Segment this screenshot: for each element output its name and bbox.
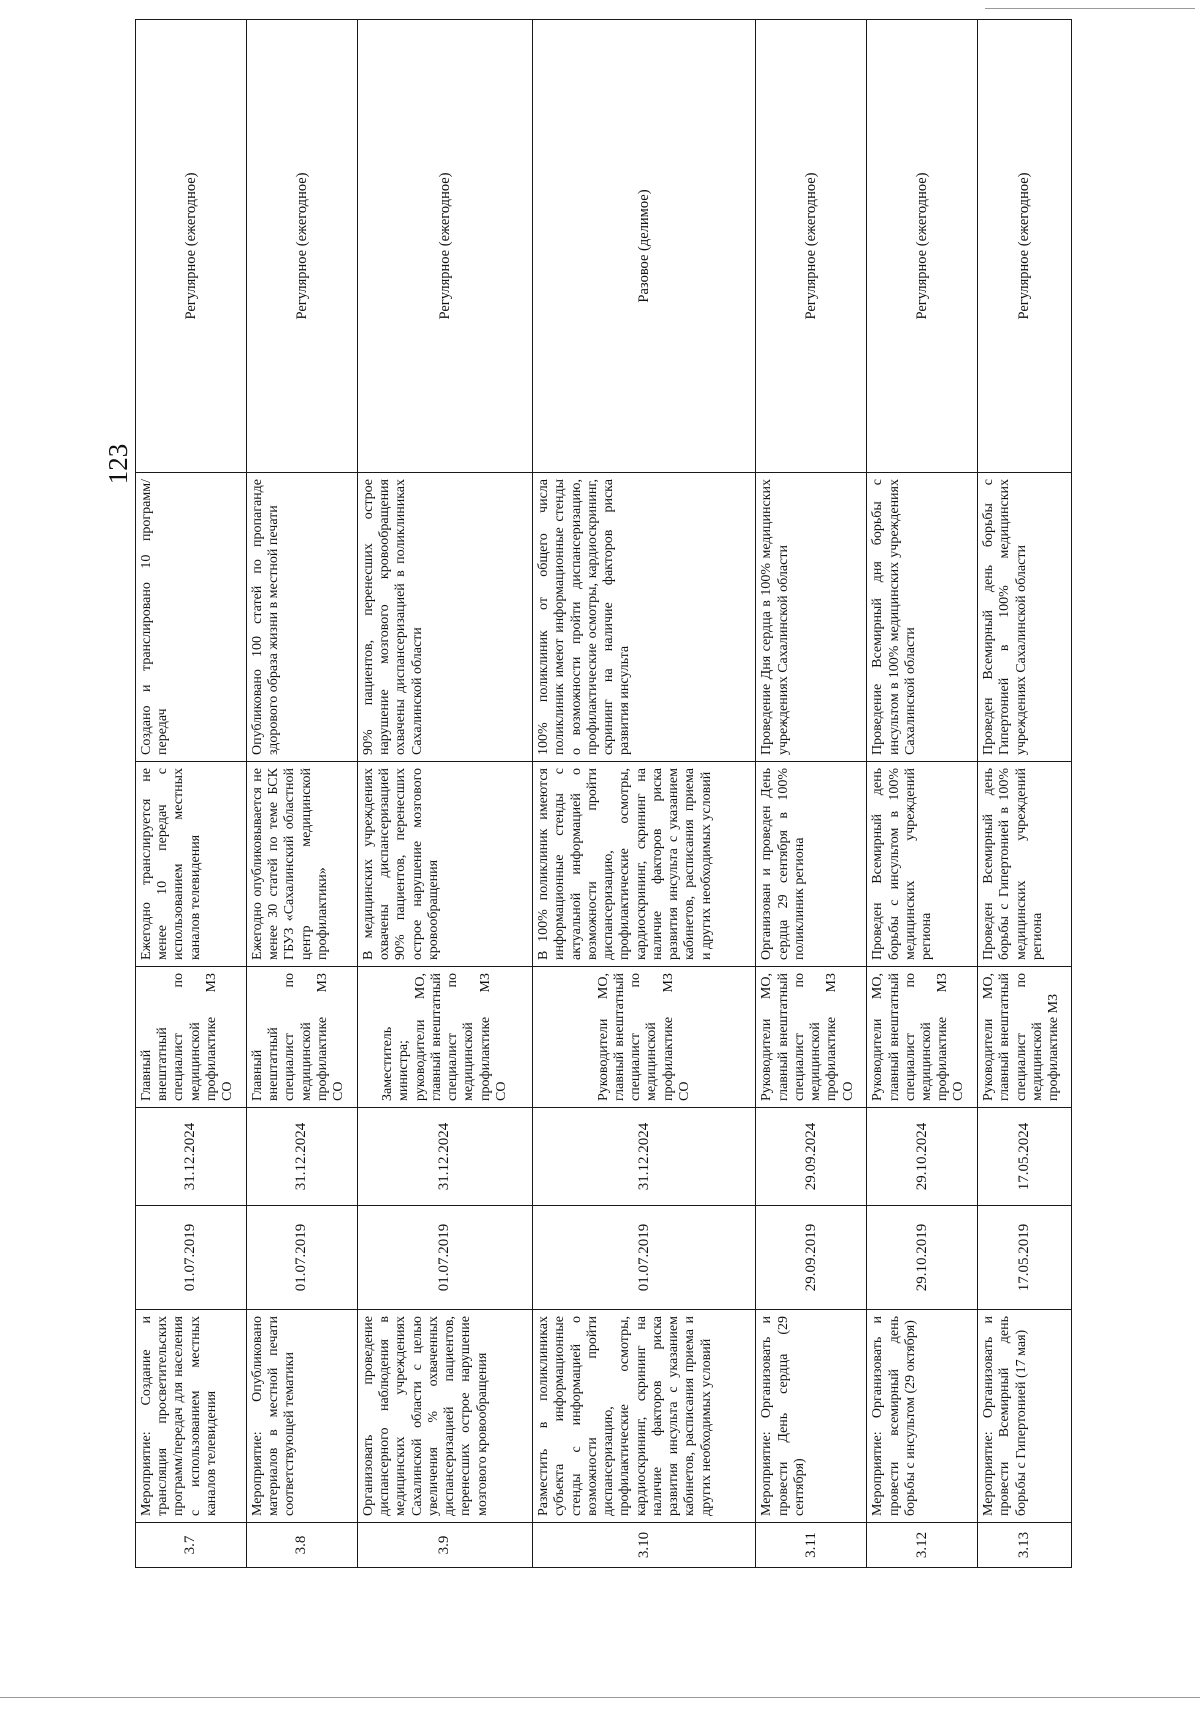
cell-responsible: Руководители МО, главный внештатный специалист по медицинской профилактике МЗ СО (756, 967, 867, 1108)
cell-type: Регулярное (ежегодное) (136, 20, 247, 473)
cell-end: 29.09.2024 (756, 1108, 867, 1206)
cell-num: 3.8 (246, 1523, 357, 1568)
cell-event: Мероприятие: Создание и трансляция просветительских программ/передач для населения с использованием местных каналов телевидения (136, 1310, 247, 1523)
cell-start: 17.05.2019 (978, 1206, 1072, 1310)
cell-type: Регулярное (ежегодное) (246, 20, 357, 473)
cell-start: 01.07.2019 (533, 1206, 756, 1310)
table-row (533, 20, 756, 1568)
cell-description: В медицинских учреждениях охвачены диспансеризацией 90% пациентов, перенесших острое нарушение мозгового кровообращения (357, 762, 532, 967)
cell-description: Проведен Всемирный день борьбы с инсультом в 100% медицинских учреждений региона (867, 762, 978, 967)
cell-event: Разместить в поликлиниках субъекта информационные стенды с информацией о возможности пройти диспансеризацию, профилактические осмотры, кардиоскрининг, скрининг на наличие факторов риска развития инсульта с указанием кабинетов, расписания приема и других необходимых условий (533, 1310, 756, 1523)
cell-result: 90% пациентов, перенесших острое нарушение мозгового кровообращения охвачены диспансеризацией в поликлиниках Сахалинской области (357, 473, 532, 762)
cell-responsible: Руководители МО, главный внештатный специалист по медицинской профилактике МЗ СО (867, 967, 978, 1108)
cell-num: 3.9 (357, 1523, 532, 1568)
cell-type: Разовое (делимое) (533, 20, 756, 473)
scan-edge-top (985, 8, 1195, 9)
table-row (756, 20, 867, 1568)
cell-start: 01.07.2019 (136, 1206, 247, 1310)
cell-result: Проведение Всемирный дня борьбы с инсультом в 100% медицинских учреждениях Сахалинской области (867, 473, 978, 762)
cell-num: 3.11 (756, 1523, 867, 1568)
cell-end: 31.12.2024 (533, 1108, 756, 1206)
cell-result: Опубликовано 100 статей по пропаганде здорового образа жизни в местной печати (246, 473, 357, 762)
cell-start: 01.07.2019 (246, 1206, 357, 1310)
cell-result: 100% поликлиник от общего числа поликлиник имеют информационные стенды о возможности пройти диспансеризацию, профилактические осмотры, кардиоскрининг, скрининг на наличие факторов риска развития инсульта (533, 473, 756, 762)
cell-responsible: Главный внештатный специалист по медицинской профилактике МЗ СО (136, 967, 247, 1108)
cell-result: Проведен Всемирный день борьбы с Гипертонией в 100% медицинских учреждениях Сахалинской области (978, 473, 1072, 762)
cell-type: Регулярное (ежегодное) (357, 20, 532, 473)
rotated-table-wrapper (135, 20, 1072, 1568)
cell-end: 31.12.2024 (357, 1108, 532, 1206)
cell-num: 3.12 (867, 1523, 978, 1568)
cell-num: 3.7 (136, 1523, 247, 1568)
cell-description: Организован и проведен День сердца 29 сентября в 100% поликлиник региона (756, 762, 867, 967)
table-body (136, 20, 1072, 1568)
table-row (136, 20, 247, 1568)
cell-description: Ежегодно транслируется не менее 10 передач с использованием местных каналов телевидения (136, 762, 247, 967)
cell-type: Регулярное (ежегодное) (978, 20, 1072, 473)
cell-type: Регулярное (ежегодное) (756, 20, 867, 473)
cell-event: Организовать проведение диспансерного наблюдения в медицинских учреждениях Сахалинской области с целью увеличения % охваченных диспансеризацией пациентов, перенесших острое нарушение мозгового кровообращения (357, 1310, 532, 1523)
cell-responsible: Заместитель министра; руководители МО, главный внештатный специалист по медицинской профилактике МЗ СО (357, 967, 532, 1108)
cell-event: Мероприятие: Организовать и провести Всемирный день борьбы с Гипертонией (17 мая) (978, 1310, 1072, 1523)
cell-end: 31.12.2024 (246, 1108, 357, 1206)
cell-description: В 100% поликлиник имеются информационные стенды с актуальной информацией о возможности пройти диспансеризацию, профилактические осмотры, кардиоскрининг, скрининг на наличие факторов риска развития инсульта с указанием кабинетов, расписания приема и других необходимых условий (533, 762, 756, 967)
cell-start: 29.10.2019 (867, 1206, 978, 1310)
cell-responsible: Руководители МО, главный внештатный специалист по медицинской профилактике МЗ (978, 967, 1072, 1108)
cell-start: 01.07.2019 (357, 1206, 532, 1310)
table-row (867, 20, 978, 1568)
cell-num: 3.10 (533, 1523, 756, 1568)
cell-end: 31.12.2024 (136, 1108, 247, 1206)
cell-description: Ежегодно опубликовывается не менее 30 статей по теме БСК ГБУЗ «Сахалинский областной центр медицинской профилактики» (246, 762, 357, 967)
cell-result: Проведение Дня сердца в 100% медицинских учреждениях Сахалинской области (756, 473, 867, 762)
cell-event: Мероприятие: Опубликовано материалов в местной печати соответствующей тематики (246, 1310, 357, 1523)
page-number: 123 (102, 443, 133, 485)
table-row (978, 20, 1072, 1568)
cell-type: Регулярное (ежегодное) (867, 20, 978, 473)
cell-start: 29.09.2019 (756, 1206, 867, 1310)
cell-responsible: Руководители МО, главный внештатный специалист по медицинской профилактике МЗ СО (533, 967, 756, 1108)
cell-end: 17.05.2024 (978, 1108, 1072, 1206)
cell-num: 3.13 (978, 1523, 1072, 1568)
cell-responsible: Главный внештатный специалист по медицинской профилактике МЗ СО (246, 967, 357, 1108)
table-row (357, 20, 532, 1568)
cell-result: Создано и транслировано 10 программ/передач (136, 473, 247, 762)
cell-description: Проведен Всемирный день борьбы с Гипертонией в 100% медицинских учреждений региона (978, 762, 1072, 967)
scan-edge-bottom (0, 1697, 1200, 1698)
cell-end: 29.10.2024 (867, 1108, 978, 1206)
cell-event: Мероприятие: Организовать и провести День сердца (29 сентября) (756, 1310, 867, 1523)
cell-event: Мероприятие: Организовать и провести всемирный день борьбы с инсультом (29 октября) (867, 1310, 978, 1523)
activities-table (135, 19, 1072, 1568)
table-row (246, 20, 357, 1568)
